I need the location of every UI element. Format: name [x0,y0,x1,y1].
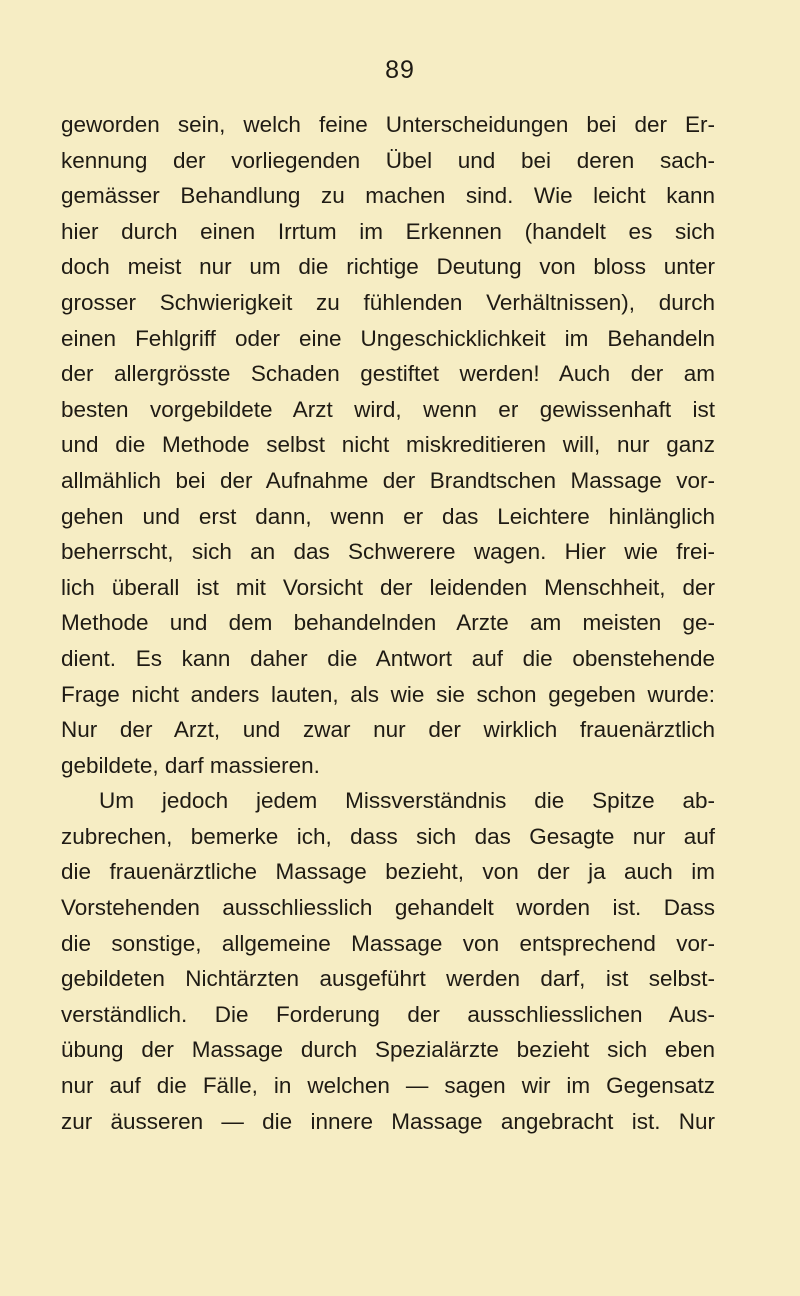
text-line: dient. Es kann daher die Antwort auf die obenstehende [61,645,715,671]
text-line: lich überall ist mit Vorsicht der leidenden Menschheit, der [61,574,715,600]
text-line: geworden sein, welch feine Unterscheidungen bei der Er- [61,112,715,137]
text-line: einen Fehlgriff oder eine Ungeschicklichkeit im Behandeln [61,325,715,351]
text-line: besten vorgebildete Arzt wird, wenn er gewissenhaft ist [61,396,715,422]
paragraph-2 [61,783,715,1139]
text-line: übung der Massage durch Spezialärzte bezieht sich eben [61,1037,715,1063]
text-line: gebildeten Nichtärzten ausgeführt werden darf, ist selbst- [61,966,715,992]
text-line: gehen und erst dann, wenn er das Leichtere hinlänglich [61,503,715,529]
text-line: Um jedoch jedem Missverständnis die Spitze ab- [99,788,715,814]
text-line: hier durch einen Irrtum im Erkennen (handelt es sich [61,218,715,244]
text-line: Frage nicht anders lauten, als wie sie schon gegeben wurde: [61,681,715,707]
text-line: beherrscht, sich an das Schwerere wagen. Hier wie frei- [61,539,715,565]
text-line: grosser Schwierigkeit zu fühlenden Verhältnissen), durch [61,289,715,315]
text-line: allmählich bei der Aufnahme der Brandtschen Massage vor- [61,467,715,493]
paragraph-1 [61,107,715,783]
text-line: zubrechen, bemerke ich, dass sich das Gesagte nur auf [61,823,715,849]
text-line: gebildete, darf massieren. [61,752,320,778]
text-line: Vorstehenden ausschliesslich gehandelt worden ist. Dass [61,895,715,921]
text-line: die sonstige, allgemeine Massage von entsprechend vor- [61,930,715,956]
text-line: Methode und dem behandelnden Arzte am meisten ge- [61,610,715,636]
text-line: kennung der vorliegenden Übel und bei deren sach- [61,147,715,173]
page-number: 89 [385,56,415,84]
text-line: der allergrösste Schaden gestiftet werden! Auch der am [61,361,715,387]
text-line: zur äusseren — die innere Massage angebracht ist. Nur [61,1108,715,1134]
text-line: nur auf die Fälle, in welchen — sagen wir im Gegensatz [61,1073,715,1099]
body-text [61,107,715,1139]
text-line: gemässer Behandlung zu machen sind. Wie leicht kann [61,183,715,209]
text-line: die frauenärztliche Massage bezieht, von der ja auch im [61,859,715,885]
text-line: und die Methode selbst nicht miskreditieren will, nur ganz [61,432,715,458]
text-line: verständlich. Die Forderung der ausschliesslichen Aus- [61,1001,715,1027]
text-line: Nur der Arzt, und zwar nur der wirklich frauenärztlich [61,717,715,743]
text-line: doch meist nur um die richtige Deutung von bloss unter [61,254,715,280]
